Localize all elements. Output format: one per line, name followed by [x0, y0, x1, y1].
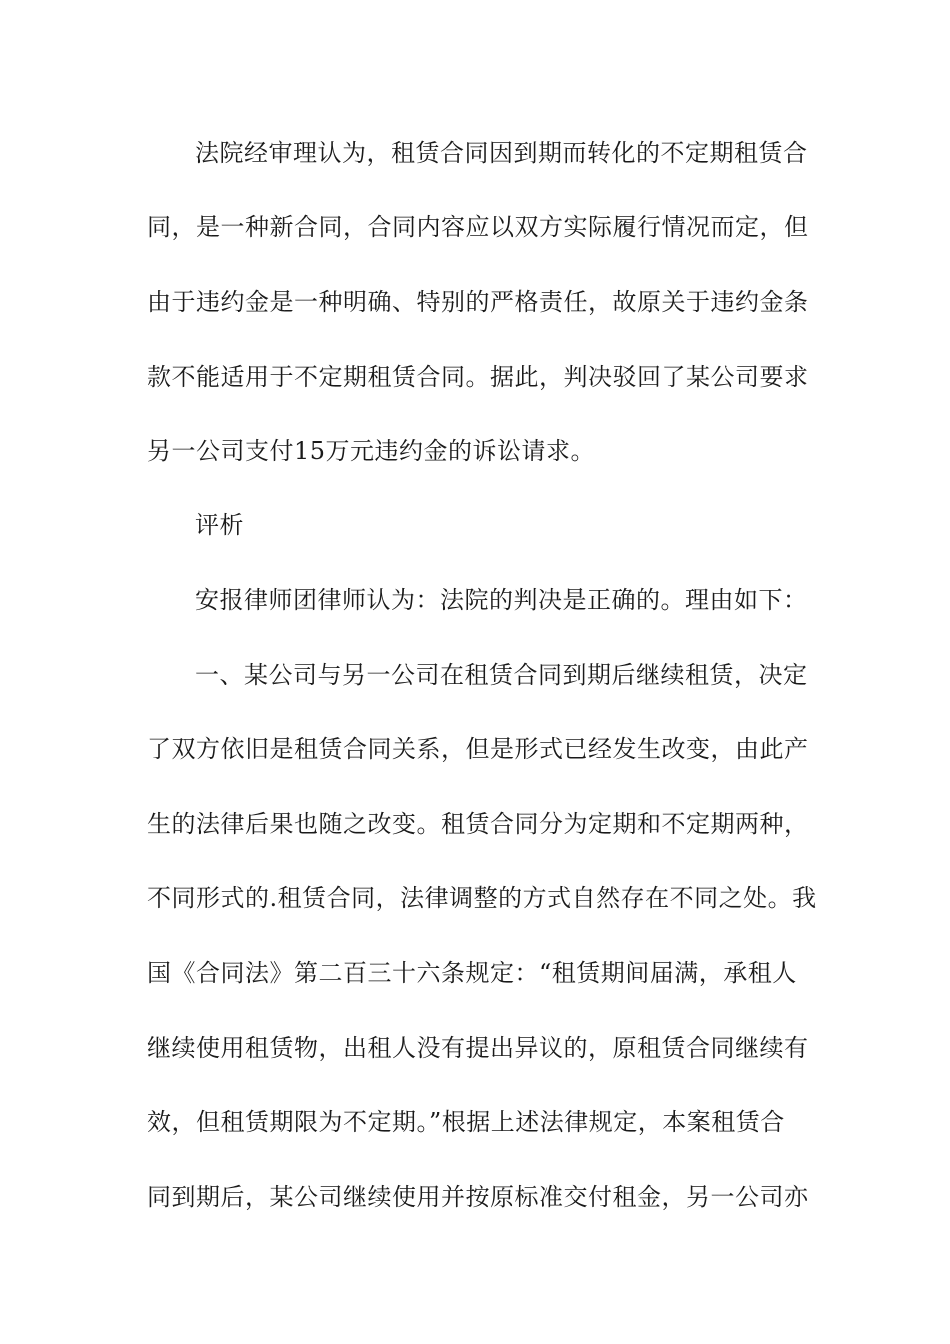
- section-heading-analysis: 评析: [195, 511, 244, 539]
- paragraph-3-line-1: 一、某公司与另一公司在租赁合同到期后继续租赁，决定: [195, 661, 808, 689]
- paragraph-2-line-1: 安报律师团律师认为：法院的判决是正确的。理由如下：: [195, 586, 808, 614]
- paragraph-3-line-4: 不同形式的.租赁合同，法律调整的方式自然存在不同之处。我: [147, 884, 817, 912]
- paragraph-3-line-8: 同到期后，某公司继续使用并按原标准交付租金，另一公司亦: [147, 1183, 809, 1211]
- paragraph-3-line-5: 国《合同法》第二百三十六条规定：“租赁期间届满，承租人: [147, 959, 797, 987]
- paragraph-1-line-2: 同，是一种新合同，合同内容应以双方实际履行情况而定，但: [147, 213, 809, 241]
- paragraph-3-line-7: 效，但租赁期限为不定期。”根据上述法律规定，本案租赁合: [147, 1108, 785, 1136]
- paragraph-3-line-2: 了双方依旧是租赁合同关系，但是形式已经发生改变，由此产: [147, 735, 809, 763]
- paragraph-3-line-3: 生的法律后果也随之改变。租赁合同分为定期和不定期两种，: [147, 810, 809, 838]
- paragraph-1-line-4: 款不能适用于不定期租赁合同。据此，判决驳回了某公司要求: [147, 363, 809, 391]
- paragraph-3-line-6: 继续使用租赁物，出租人没有提出异议的，原租赁合同继续有: [147, 1034, 809, 1062]
- paragraph-1-line-5: 另一公司支付15万元违约金的诉讼请求。: [147, 437, 596, 465]
- paragraph-1-line-3: 由于违约金是一种明确、特别的严格责任，故原关于违约金条: [147, 288, 809, 316]
- paragraph-1-line-1: 法院经审理认为，租赁合同因到期而转化的不定期租赁合: [195, 139, 808, 167]
